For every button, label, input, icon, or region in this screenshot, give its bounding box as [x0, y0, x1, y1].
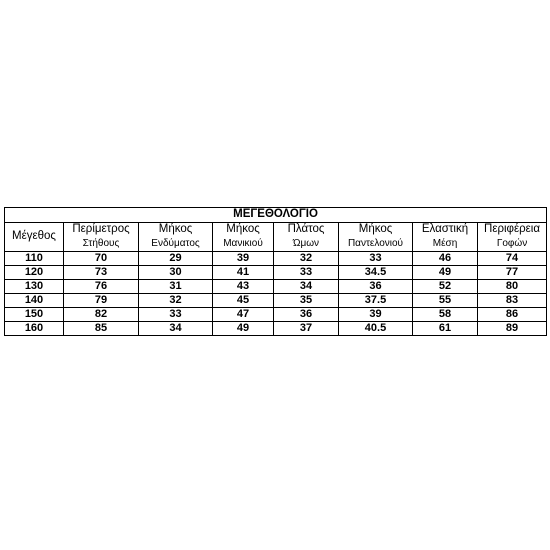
table-row	[5, 280, 547, 294]
table-cell: 35	[274, 294, 339, 308]
table-cell: 130	[5, 280, 64, 294]
table-cell: 55	[413, 294, 478, 308]
table-row	[5, 266, 547, 280]
header-size: Μέγεθος	[5, 223, 64, 252]
table-cell: 61	[413, 322, 478, 336]
table-cell: 39	[339, 308, 413, 322]
table-cell: 76	[64, 280, 139, 294]
table-cell: 40.5	[339, 322, 413, 336]
header-shoulder-width-bottom: Ώμων	[274, 237, 339, 252]
table-cell: 86	[478, 308, 547, 322]
table-cell: 73	[64, 266, 139, 280]
table-cell: 36	[339, 280, 413, 294]
table-cell: 29	[139, 252, 213, 266]
title-row	[5, 208, 547, 223]
header-shoulder-width-top: Πλάτος	[274, 223, 339, 238]
table-cell: 33	[139, 308, 213, 322]
table-cell: 41	[213, 266, 274, 280]
table-cell: 140	[5, 294, 64, 308]
table-cell: 79	[64, 294, 139, 308]
table-cell: 37	[274, 322, 339, 336]
table-cell: 30	[139, 266, 213, 280]
table-cell: 34.5	[339, 266, 413, 280]
table-row	[5, 294, 547, 308]
table-title: ΜΕΓΕΘΟΛΟΓΙΟ	[5, 208, 547, 223]
table-cell: 49	[413, 266, 478, 280]
table-cell: 52	[413, 280, 478, 294]
table-cell: 150	[5, 308, 64, 322]
table-cell: 89	[478, 322, 547, 336]
table-cell: 77	[478, 266, 547, 280]
table-row	[5, 322, 547, 336]
header-garment-length-top: Μήκος	[139, 223, 213, 238]
table-cell: 37.5	[339, 294, 413, 308]
header-elastic-waist-top: Ελαστική	[413, 223, 478, 238]
header-elastic-waist-bottom: Μέση	[413, 237, 478, 252]
header-trouser-length-top: Μήκος	[339, 223, 413, 238]
table-cell: 47	[213, 308, 274, 322]
header-sleeve-length-top: Μήκος	[213, 223, 274, 238]
table-cell: 43	[213, 280, 274, 294]
size-chart-table	[4, 207, 547, 336]
header-row-bottom	[5, 237, 547, 252]
table-cell: 39	[213, 252, 274, 266]
table-cell: 82	[64, 308, 139, 322]
table-cell: 70	[64, 252, 139, 266]
table-cell: 36	[274, 308, 339, 322]
header-chest-top: Περίμετρος	[64, 223, 139, 238]
header-hip-circumference-top: Περιφέρεια	[478, 223, 547, 238]
table-cell: 110	[5, 252, 64, 266]
table-cell: 31	[139, 280, 213, 294]
table-cell: 33	[274, 266, 339, 280]
table-cell: 34	[274, 280, 339, 294]
table-cell: 49	[213, 322, 274, 336]
header-row-top	[5, 223, 547, 238]
table-row	[5, 252, 547, 266]
table-cell: 120	[5, 266, 64, 280]
table-cell: 80	[478, 280, 547, 294]
header-sleeve-length-bottom: Μανικιού	[213, 237, 274, 252]
header-chest-bottom: Στήθους	[64, 237, 139, 252]
header-hip-circumference-bottom: Γοφών	[478, 237, 547, 252]
table-cell: 32	[274, 252, 339, 266]
table-cell: 34	[139, 322, 213, 336]
header-garment-length-bottom: Ενδύματος	[139, 237, 213, 252]
table-cell: 32	[139, 294, 213, 308]
table-cell: 45	[213, 294, 274, 308]
table-cell: 58	[413, 308, 478, 322]
table-cell: 83	[478, 294, 547, 308]
table-cell: 33	[339, 252, 413, 266]
table-cell: 160	[5, 322, 64, 336]
table-cell: 85	[64, 322, 139, 336]
table-cell: 74	[478, 252, 547, 266]
header-trouser-length-bottom: Παντελονιού	[339, 237, 413, 252]
table-cell: 46	[413, 252, 478, 266]
table-row	[5, 308, 547, 322]
